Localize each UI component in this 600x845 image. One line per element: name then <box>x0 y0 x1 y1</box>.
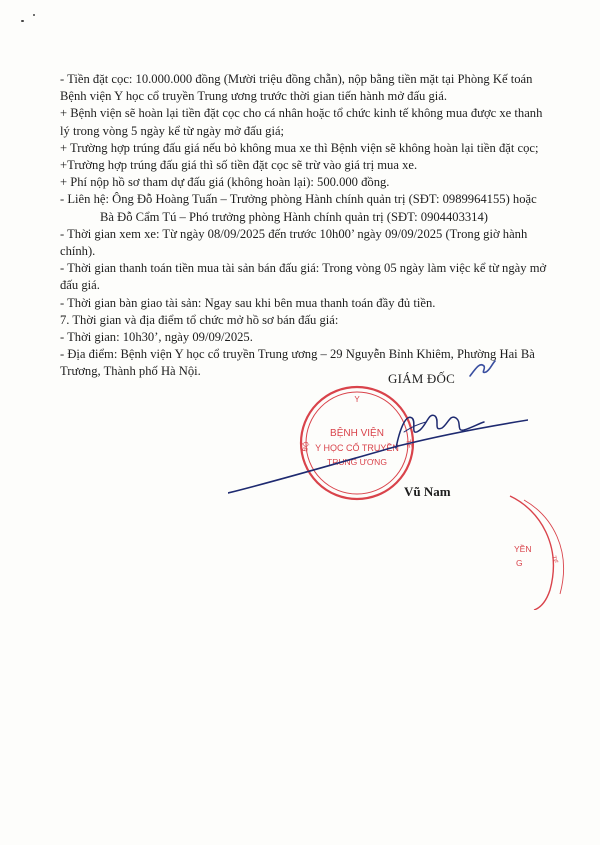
scan-speck <box>33 14 35 16</box>
stamp-line-2: Y HỌC CỔ TRUYỀN <box>315 443 399 453</box>
handover-line: - Thời gian bàn giao tài sản: Ngay sau khi bên mua thanh toán đầy đủ tiền. <box>60 295 436 310</box>
forfeit-line: + Trường hợp trúng đấu giá nếu bỏ không mua xe thì Bệnh viện sẽ không hoàn lại tiền đặt cọc; <box>60 140 539 155</box>
contact-alt-line: Bà Đỗ Cẩm Tú – Phó trưởng phòng Hành chính quản trị (SĐT: 0904403314) <box>100 209 488 224</box>
opening-time-line: - Thời gian: 10h30’, ngày 09/09/2025. <box>60 330 253 345</box>
stamp-top-letter: Y <box>354 395 360 404</box>
refund-line: + Bệnh viện sẽ hoàn lại tiền đặt cọc cho cá nhân hoặc tổ chức kinh tế không mua được xe thanh lý trong vòng 5 ngày kể từ ngày mở đấu giá; <box>60 106 543 138</box>
scan-speck <box>21 20 24 22</box>
stamp-line-1: BỆNH VIỆN <box>330 428 384 439</box>
viewing-time-line: - Thời gian xem xe: Từ ngày 08/09/2025 đến trước 10h00’ ngày 09/09/2025 (Trong giờ hành chính). <box>60 226 528 259</box>
deposit-line: - Tiền đặt cọc: 10.000.000 đồng (Mười triệu đồng chẵn), nộp bằng tiền mặt tại Phòng Kế toán Bệnh viện Y học cổ truyền Trung ương trước thời gian tiến hành mở đấu giá. <box>60 72 533 104</box>
signature-title: GIÁM ĐỐC <box>388 371 455 386</box>
payment-time-line: - Thời gian thanh toán tiền mua tài sản bán đấu giá: Trong vòng 05 ngày làm việc kể từ ngày mở đấu giá. <box>60 261 547 293</box>
stamp-right-edge: TẾ <box>404 439 413 450</box>
location-line: - Địa điểm: Bệnh viện Y học cổ truyền Trung ương – 29 Nguyễn Bỉnh Khiêm, Phường Hai Bà Trương, Thành phố Hà Nội. <box>60 347 535 379</box>
partial-stamp-line-1: YỀN <box>514 544 532 554</box>
fee-line: + Phí nộp hồ sơ tham dự đấu giá (không hoàn lại): 500.000 đồng. <box>60 175 390 190</box>
stamp-left-edge: BỘ <box>302 441 311 453</box>
signature <box>228 398 528 498</box>
initials-scribble <box>468 358 498 380</box>
contact-line: - Liên hệ: Ông Đỗ Hoàng Tuấn – Trưởng phòng Hành chính quản trị (SĐT: 0989964155) hoặc <box>60 192 537 207</box>
signer-name: Vũ Nam <box>404 484 451 499</box>
deduct-line: +Trường hợp trúng đấu giá thì số tiền đặt cọc sẽ trừ vào giá trị mua xe. <box>60 158 418 173</box>
stamp-line-3: TRUNG ƯƠNG <box>327 457 387 467</box>
partial-stamp-line-2: G <box>516 558 523 568</box>
partial-stamp-edge: TẾ <box>550 555 558 564</box>
partial-stamp <box>500 490 590 610</box>
section-7-heading: 7. Thời gian và địa điểm tổ chức mở hồ sơ bán đấu giá: <box>60 312 339 327</box>
document-body <box>60 71 550 381</box>
